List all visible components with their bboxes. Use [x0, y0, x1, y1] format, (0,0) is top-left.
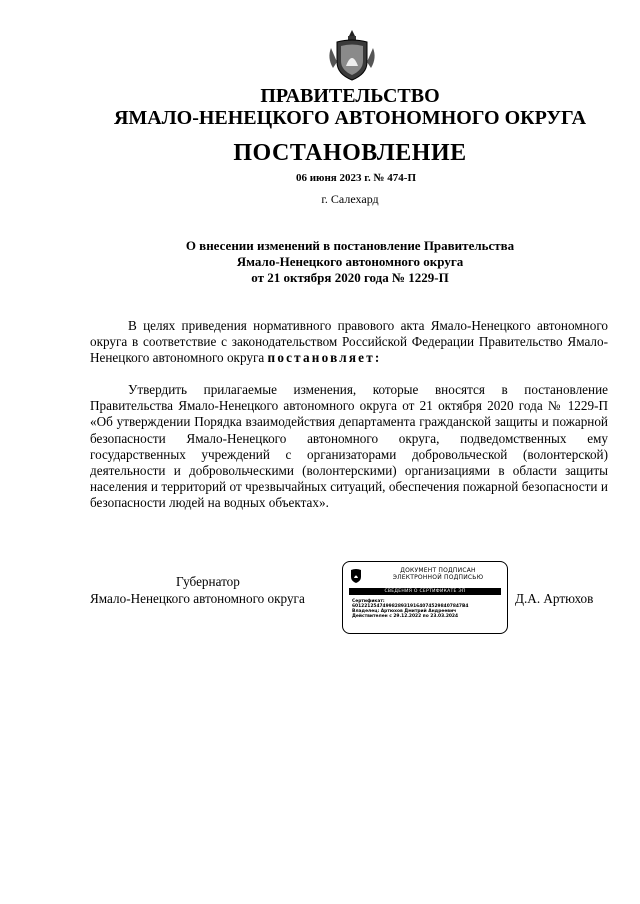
signatory-region: Ямало-Ненецкого автономного округа: [90, 591, 305, 606]
organization-name-line1: ПРАВИТЕЛЬСТВО: [260, 85, 440, 107]
stamp-heading-2: ЭЛЕКТРОННОЙ ПОДПИСЬЮ: [392, 574, 484, 581]
stamp-cert-label: Сертификат:: [352, 599, 385, 604]
stamp-heading-1: ДОКУМЕНТ ПОДПИСАН: [400, 567, 476, 574]
paragraph-1-text: В целях приведения нормативного правового акта Ямало-Ненецкого автономного округа в соответствие с законодательством Российской Федерации Правительство Ямало-Ненецкого автономного округа: [90, 318, 608, 366]
stamp-certificate-bar: СВЕДЕНИЯ О СЕРТИФИКАТЕ ЭП: [349, 588, 501, 595]
electronic-signature-stamp: [342, 561, 508, 634]
stamp-emblem-icon: [349, 568, 363, 584]
coat-of-arms-icon: [327, 28, 377, 82]
document-type: ПОСТАНОВЛЕНИЕ: [233, 140, 467, 166]
subject-line1: О внесении изменений в постановление Правительства: [185, 238, 515, 253]
body-paragraph-1: [90, 318, 608, 367]
resolution-keyword: постановляет:: [267, 350, 382, 366]
organization-name-line2: ЯМАЛО-НЕНЕЦКОГО АВТОНОМНОГО ОКРУГА: [113, 107, 587, 129]
stamp-validity: Действителен с 29.12.2022 по 23.03.2024: [352, 614, 459, 619]
subject-line2: Ямало-Ненецкого автономного округа: [236, 254, 464, 269]
signatory-name: Д.А. Артюхов: [515, 591, 594, 606]
document-date-number: 06 июня 2023 г. № 474-П: [295, 172, 417, 184]
stamp-owner: Владелец: Артюхов Дмитрий Андреевич: [352, 609, 457, 614]
subject-line3: от 21 октября 2020 года № 1229-П: [251, 270, 449, 285]
stamp-cert-number: 601221254749982893191640745298407847B4: [352, 604, 469, 609]
body-paragraph-2: Утвердить прилагаемые изменения, которые вносятся в постановление Правительства Ямало-Ненецкого автономного округа от 21 октября 2020 года № 1229-П «Об утверждении Порядка взаимодействия департамента гражданской защиты и пожарной безопасности Ямало-Ненецкого автономного округа, подведомственных ему государственных учреждений с организаторами добровольческой (волонтерской) деятельности и добровольческими (волонтерскими) организациями в области защиты населения и территорий от чрезвычайных ситуаций, обеспечения пожарной безопасности и безопасности людей на водных объектах».: [90, 382, 608, 511]
signatory-title: Губернатор: [176, 574, 240, 589]
document-city: г. Салехард: [321, 192, 379, 206]
document-subject: [0, 238, 640, 286]
